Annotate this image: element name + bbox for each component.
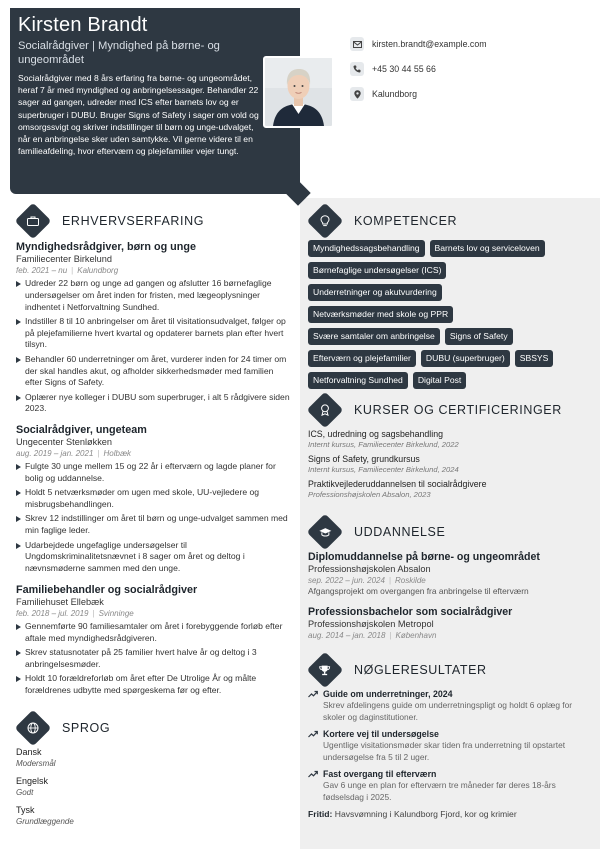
certificate-icon xyxy=(307,392,344,429)
map-pin-icon xyxy=(350,87,364,101)
experience-heading-text: ERHVERVSERFARING xyxy=(62,214,205,228)
job-bullet: Behandler 60 underretninger om året, vurderer inden for 24 timer om der skal handles akut, og afholder sikkerhedsmøder med familien efter Signs of Safety. xyxy=(16,354,291,389)
skill-tag: SBSYS xyxy=(515,350,554,367)
job-place: Kalundborg xyxy=(77,266,119,275)
course-list xyxy=(308,429,590,504)
candidate-title: Socialrådgiver | Myndighed på børne- og ungeområdet xyxy=(18,40,220,66)
course-meta: Professionshøjskolen Absalon, 2023 xyxy=(308,490,431,499)
language-item xyxy=(16,776,291,798)
skills-heading xyxy=(312,208,457,234)
job-company: Ungecenter Stenløkken xyxy=(16,437,113,448)
courses-heading-text: KURSER OG CERTIFICERINGER xyxy=(354,403,562,417)
trend-up-icon xyxy=(308,730,318,740)
profile-summary: Socialrådgiver med 8 års erfaring fra børne- og ungeområdet, heraf 7 år med myndighed og anbringelsessager. Behandler 22 sager ad gangen, udreder med ICS efter barnets lov og er superbruger i DUBU. Bruger Signs of Safety i sager om vold og omsorgssvigt og skriver indstillinger til børn og unge-udvalget, når en anbringelse sker uden samtykke. Vil gerne videre til en familieafdeling, hvor efterværn og plejefamilier vejer tungt. xyxy=(18,73,259,157)
achievement-title: Kortere vej til undersøgelse xyxy=(323,729,439,739)
job-bullet: Gennemførte 90 familiesamtaler om året i forebyggende forløb efter aftale med myndighedsrådgiveren. xyxy=(16,621,291,645)
education-description: Afgangsprojekt om overgangen fra anbringelse til efterværn xyxy=(308,586,529,596)
contact-phone-text: +45 30 44 55 66 xyxy=(372,64,436,74)
briefcase-icon xyxy=(15,203,52,240)
job-place: Svinninge xyxy=(98,608,134,618)
job-title: Socialrådgiver, ungeteam xyxy=(16,424,147,437)
achievement-title: Guide om underretninger, 2024 xyxy=(323,689,453,699)
job-bullets xyxy=(16,621,291,697)
job-bullet: Indstiller 8 til 10 anbringelser om året til visitationsudvalget, følger op på plejefamilierne hvert kvartal og opdaterer barnets plan efter hvert tilsyn. xyxy=(16,316,291,351)
skill-tag: Myndighedssagsbehandling xyxy=(308,240,425,257)
skill-tag: Digital Post xyxy=(413,372,466,389)
education-entry xyxy=(308,606,590,641)
job-bullet: Fulgte 30 unge mellem 15 og 22 år i efterværn og lagde planer for bolig og uddannelse. xyxy=(16,461,291,485)
job-entry xyxy=(16,583,291,697)
job-bullet: Holdt 5 netværksmøder om ugen med skole, UU-vejledere og misbrugsbehandlingen. xyxy=(16,487,291,511)
languages-heading-text: SPROG xyxy=(62,721,111,735)
envelope-icon xyxy=(350,37,364,51)
contact-email-text: kirsten.brandt@example.com xyxy=(372,39,487,49)
graduation-cap-icon xyxy=(307,514,344,551)
achievement-description: Gav 6 unge en plan for efterværn tre måneder før deres 18-års fødselsdag i 2025. xyxy=(323,780,556,802)
hobbies-text: Havsvømning i Kalundborg Fjord, kor og krimier xyxy=(334,809,517,819)
education-list xyxy=(308,551,590,641)
job-bullet: Skrev statusnotater på 25 familier hvert halve år og deltog i 3 anbringelsesmøder. xyxy=(16,647,291,671)
phone-icon xyxy=(350,62,364,76)
languages-heading xyxy=(20,715,110,741)
language-level: Grundlæggende xyxy=(16,817,74,826)
education-title: Professionsbachelor som socialrådgiver xyxy=(308,606,513,618)
job-title: Familiebehandler og socialrådgiver xyxy=(16,583,198,596)
course-item xyxy=(308,479,590,500)
profile-photo xyxy=(263,56,334,128)
education-entry xyxy=(308,551,590,597)
job-meta: aug. 2019 – jan. 2021 | Holbæk xyxy=(16,449,132,459)
job-meta: feb. 2018 – jul. 2019 | Svinninge xyxy=(16,608,134,618)
job-bullet: Skrev 12 indstillinger om året til børn og unge-udvalget sammen med min faglige leder. xyxy=(16,513,291,537)
contact-email[interactable] xyxy=(350,32,487,56)
contact-list xyxy=(350,32,487,107)
course-name: Signs of Safety, grundkursus xyxy=(308,454,420,464)
job-bullet: Udarbejdede ungefaglige undersøgelser til Ungdomskriminalitetsnævnet i 8 sager om året og deltog i nævnsmøderne sammen med den unge. xyxy=(16,540,291,575)
header-card xyxy=(10,8,300,194)
achievement-description: Skrev afdelingens guide om underretningspligt og holdt 6 oplæg for skoler og daginstitutioner. xyxy=(323,700,573,722)
skills-heading-text: KOMPETENCER xyxy=(354,214,458,228)
contact-location xyxy=(350,82,487,106)
skill-tag: Netværksmøder med skole og PPR xyxy=(308,306,453,323)
course-meta: Internt kursus, Familiecenter Birkelund, 2024 xyxy=(308,465,459,474)
job-bullets xyxy=(16,461,291,575)
job-entry xyxy=(16,240,291,415)
candidate-name: Kirsten Brandt xyxy=(18,14,148,36)
job-dates: feb. 2018 – jul. 2019 xyxy=(16,608,89,618)
skill-tag: DUBU (superbruger) xyxy=(421,350,510,367)
lightbulb-icon xyxy=(307,203,344,240)
course-item xyxy=(308,454,590,475)
language-name: Dansk xyxy=(16,747,42,757)
portrait-image xyxy=(265,58,332,126)
language-item xyxy=(16,805,291,827)
education-heading-text: UDDANNELSE xyxy=(354,525,446,539)
course-item xyxy=(308,429,590,450)
language-level: Modersmål xyxy=(16,759,56,768)
skill-tag: Børnefaglige undersøgelser (ICS) xyxy=(308,262,446,279)
achievements-heading xyxy=(312,657,487,683)
achievements-heading-text: NØGLERESULTATER xyxy=(354,663,487,677)
achievement-item xyxy=(308,689,590,723)
job-dates: aug. 2019 – jan. 2021 xyxy=(16,449,94,459)
language-name: Tysk xyxy=(16,805,35,815)
skill-tag: Netforvaltning Sundhed xyxy=(308,372,408,389)
achievement-item xyxy=(308,729,590,763)
education-title: Diplomuddannelse på børne- og ungeområdet xyxy=(308,551,540,563)
achievement-title: Fast overgang til efterværn xyxy=(323,769,437,779)
job-title: Myndighedsrådgiver, børn og unge xyxy=(16,241,196,253)
education-school: Professionshøjskolen Metropol xyxy=(308,619,434,629)
skill-tag: Efterværn og plejefamilier xyxy=(308,350,416,367)
trend-up-icon xyxy=(308,770,318,780)
contact-phone[interactable] xyxy=(350,57,487,81)
skill-tag: Signs of Safety xyxy=(445,328,513,345)
skill-tag: Underretninger og akutvurdering xyxy=(308,284,442,301)
language-list xyxy=(16,747,291,834)
trophy-icon xyxy=(307,652,344,689)
contact-location-text: Kalundborg xyxy=(372,89,417,99)
education-place: Roskilde xyxy=(395,576,426,585)
job-bullet: Holdt 10 forældreforløb om året efter De Utrolige År og målte forældrenes udbytte med spørgeskema før og efter. xyxy=(16,673,291,697)
language-item xyxy=(16,747,291,769)
skill-tag: Barnets lov og serviceloven xyxy=(430,240,545,257)
achievement-list xyxy=(308,689,590,820)
language-level: Godt xyxy=(16,788,34,797)
job-place: Holbæk xyxy=(103,449,132,459)
education-dates: sep. 2022 – jun. 2024 xyxy=(308,576,385,585)
education-school: Professionshøjskolen Absalon xyxy=(308,564,431,574)
job-dates: feb. 2021 – nu xyxy=(16,266,68,275)
job-bullets xyxy=(16,278,291,415)
hobbies-line xyxy=(308,809,590,820)
job-company: Familiecenter Birkelund xyxy=(16,254,112,264)
achievement-item xyxy=(308,769,590,803)
job-bullet: Oplærer nye kolleger i DUBU som superbruger, i alt 5 rådgivere siden 2023. xyxy=(16,392,291,416)
education-meta: aug. 2014 – jan. 2018 | København xyxy=(308,631,437,640)
trend-up-icon xyxy=(308,690,318,700)
experience-heading xyxy=(20,208,204,234)
education-meta: sep. 2022 – jun. 2024 | Roskilde xyxy=(308,576,426,585)
skill-tag: Svære samtaler om anbringelse xyxy=(308,328,440,345)
language-name: Engelsk xyxy=(16,776,49,786)
job-entry xyxy=(16,423,291,575)
job-company: Familiehuset Ellebæk xyxy=(16,596,104,607)
experience-list xyxy=(16,240,291,699)
education-heading xyxy=(312,519,445,545)
skill-tags xyxy=(308,240,590,394)
education-dates: aug. 2014 – jan. 2018 xyxy=(308,631,386,640)
globe-icon xyxy=(15,710,52,747)
course-meta: Internt kursus, Familiecenter Birkelund, 2022 xyxy=(308,440,459,449)
hobbies-label: Fritid: xyxy=(308,809,333,819)
education-place: København xyxy=(395,631,437,640)
courses-heading xyxy=(312,397,562,423)
job-meta: feb. 2021 – nu | Kalundborg xyxy=(16,266,119,275)
achievement-description: Ugentlige visitationsmøder skar tiden fra underretning til opstartet undersøgelse fra 5 til 2 uger. xyxy=(323,740,566,762)
course-name: ICS, udredning og sagsbehandling xyxy=(308,429,443,439)
job-bullet: Udreder 22 børn og unge ad gangen og afslutter 16 børnefaglige undersøgelser om året inden for fristen, med lægeoplysninger indhentet i Netforvaltning Sundhed. xyxy=(16,278,291,313)
course-name: Praktikvejlederuddannelsen til socialrådgivere xyxy=(308,479,487,489)
